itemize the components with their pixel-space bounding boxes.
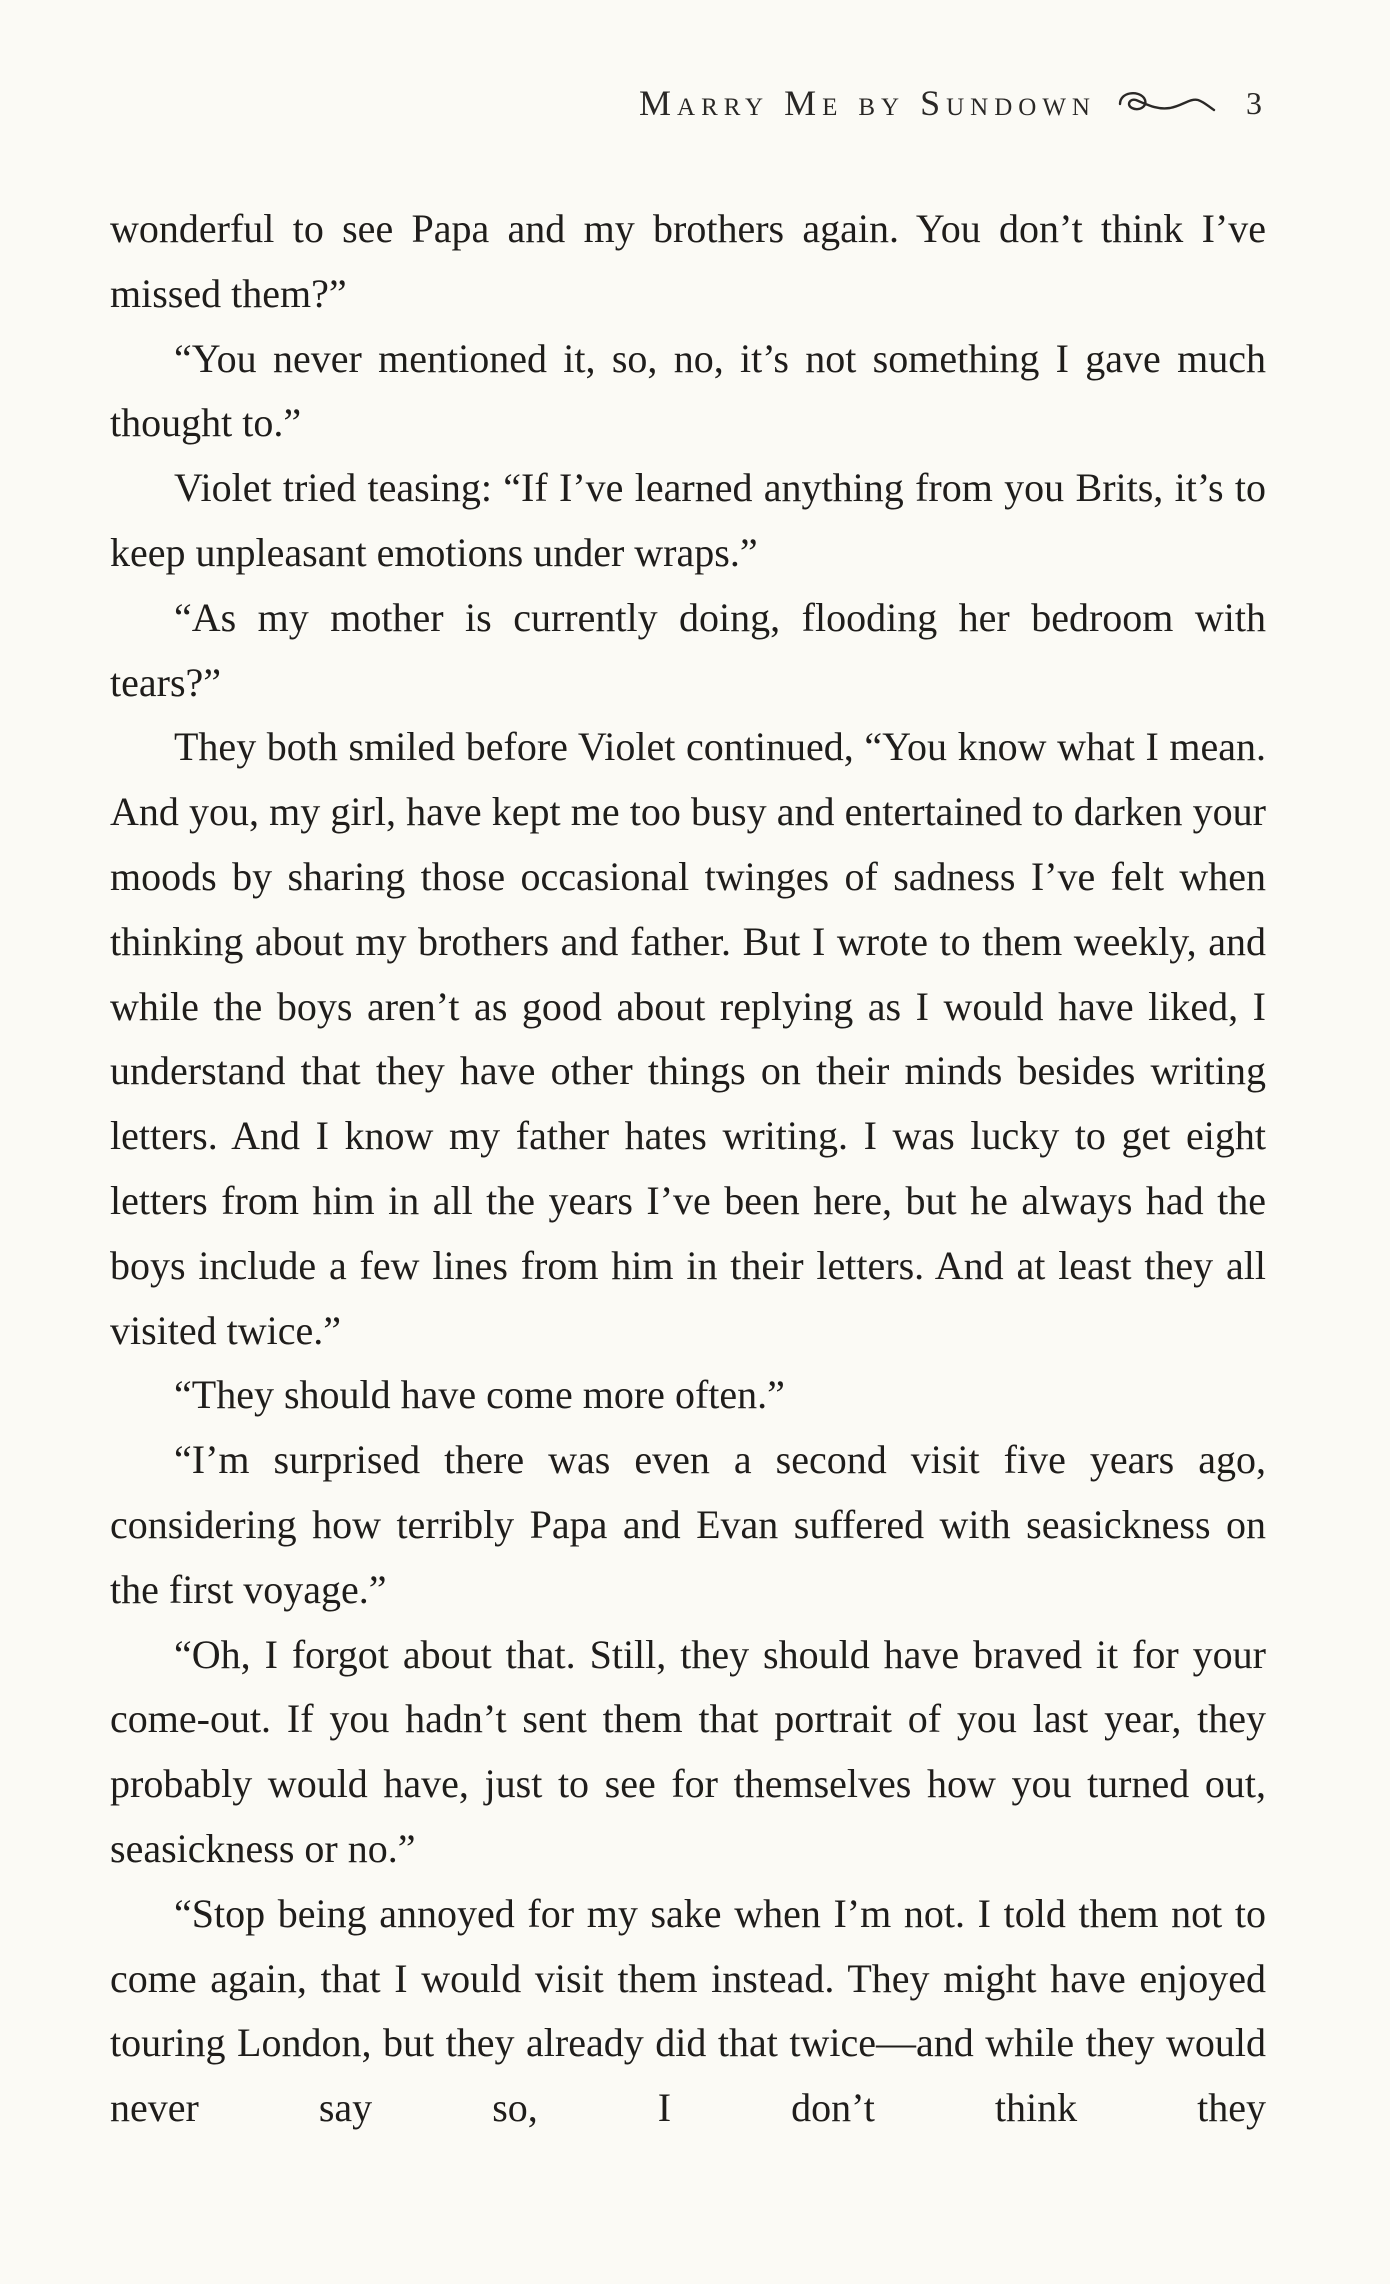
running-head — [639, 78, 1262, 128]
paragraph: “I’m surprised there was even a second visit five years ago, considering how terribly Papa and Evan suffered with seasickness on the first voyage.” — [110, 1437, 1266, 1612]
paragraph: “You never mentioned it, so, no, it’s not something I gave much thought to.” — [110, 335, 1266, 446]
flourish-ornament-icon — [1116, 86, 1218, 120]
paragraph: “Oh, I forgot about that. Still, they should have braved it for your come-out. If you hadn’t sent them that portrait of you last year, they probably would have, just to see for themselves how you turned out, seasickness or no.” — [110, 1631, 1266, 1871]
running-title: Marry Me by Sundown — [639, 83, 1096, 123]
paragraph: Violet tried teasing: “If I’ve learned anything from you Brits, it’s to keep unpleasant emotions under wraps.” — [110, 465, 1266, 575]
paragraph: “As my mother is currently doing, flooding her bedroom with tears?” — [110, 594, 1266, 705]
page-number: 3 — [1246, 84, 1262, 121]
paragraph: “They should have come more often.” — [174, 1372, 785, 1418]
body-text — [110, 197, 1266, 2141]
paragraph: They both smiled before Violet continued, “You know what I mean. And you, my girl, have kept me too busy and entertained to darken your moods by sharing those occasional twinges of sadness I’ve felt when thinking about my brothers and father. But I wrote to them weekly, and while the boys aren’t as good about replying as I would have liked, I understand that they have other things on their minds besides writing letters. And I know my father hates writing. I was lucky to get eight letters from him in all the years I’ve been here, but he always had the boys include a few lines from him in their letters. And at least they all visited twice.” — [110, 724, 1266, 1353]
paragraph: “Stop being annoyed for my sake when I’m not. I told them not to come again, that I would visit them instead. They might have enjoyed touring London, but they already did that twice—and while they would never say so, I don’t think they — [110, 1890, 1266, 2131]
paragraph: wonderful to see Papa and my brothers again. You don’t think I’ve missed them?” — [110, 206, 1266, 316]
